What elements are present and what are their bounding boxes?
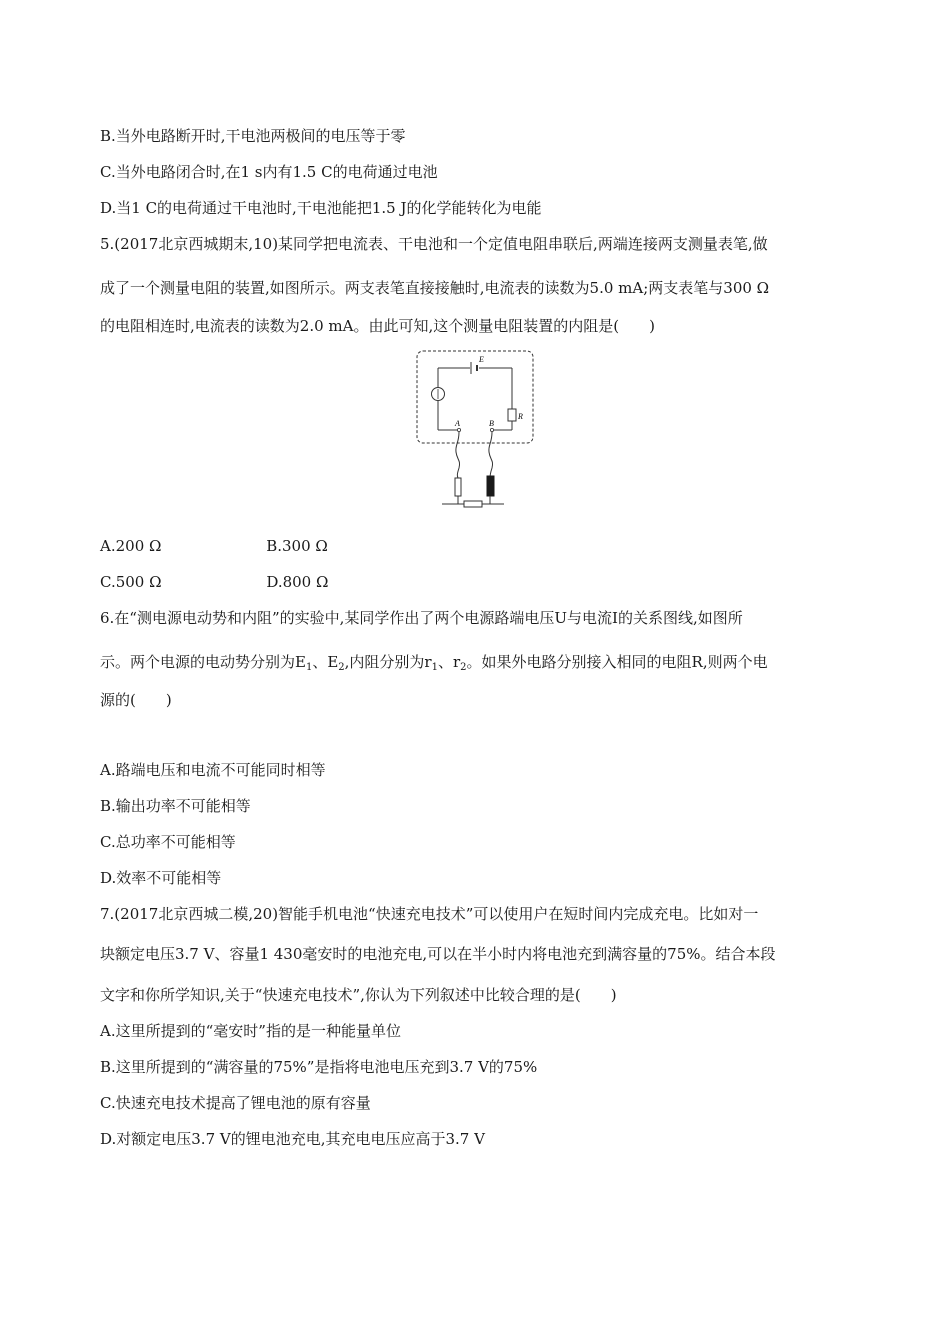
q5-option-b: B.300 Ω (266, 537, 328, 555)
terminal-b (490, 428, 493, 431)
label-a: A (455, 419, 460, 428)
q7-option-b: B.这里所提到的“满容量的75%”是指将电池电压充到3.7 V的75% (100, 1058, 538, 1076)
q4-option-b: B.当外电路断开时,干电池两极间的电压等于零 (100, 127, 406, 145)
q6-stem-line1: 6.在“测电源电动势和内阻”的实验中,某同学作出了两个电源路端电压U与电流I的关系图线,如图所 (100, 609, 743, 627)
q6-option-d: D.效率不可能相等 (100, 869, 222, 887)
q5-option-a: A.200 Ω (100, 537, 162, 555)
q6-stem-line3: 源的( ) (100, 691, 172, 709)
probe-b (487, 476, 494, 496)
external-resistor (464, 501, 482, 507)
q4-option-d: D.当1 C的电荷通过干电池时,干电池能把1.5 J的化学能转化为电能 (100, 199, 542, 217)
label-e: E (479, 355, 484, 364)
q7-option-d: D.对额定电压3.7 V的锂电池充电,其充电电压应高于3.7 V (100, 1130, 485, 1148)
q7-option-c: C.快速充电技术提高了锂电池的原有容量 (100, 1094, 371, 1112)
q5-option-d: D.800 Ω (266, 573, 329, 591)
q7-stem-line3: 文字和你所学知识,关于“快速充电技术”,你认为下列叙述中比较合理的是( ) (100, 986, 617, 1004)
q4-option-c: C.当外电路闭合时,在1 s内有1.5 C的电荷通过电池 (100, 163, 438, 181)
q6-option-b: B.输出功率不可能相等 (100, 797, 251, 815)
q7-stem-line1: 7.(2017北京西城二模,20)智能手机电池“快速充电技术”可以使用户在短时间内完成充电。比如对一 (100, 905, 759, 923)
q5-stem-line1: 5.(2017北京西城期末,10)某同学把电流表、干电池和一个定值电阻串联后,两端连接两支测量表笔,做 (100, 235, 768, 253)
q5-stem-line3: 的电阻相连时,电流表的读数为2.0 mA。由此可知,这个测量电阻装置的内阻是( ) (100, 317, 655, 335)
circuit-wires (438, 368, 512, 430)
q7-stem-line2: 块额定电压3.7 V、容量1 430毫安时的电池充电,可以在半小时内将电池充到满容量的75%。结合本段 (100, 945, 776, 963)
lead-a (456, 432, 460, 478)
q5-options-row2 (100, 572, 329, 592)
label-r: R (518, 412, 523, 421)
terminal-a (457, 428, 460, 431)
q6-option-a: A.路端电压和电流不可能同时相等 (100, 761, 326, 779)
lead-b (489, 432, 493, 478)
q6-stem-line2: 示。两个电源的电动势分别为$E_1$、$E_2$,内阻分别为$r_1$、$r_2$。如果外电路分别接入相同的电阻R,则两个电 (100, 653, 768, 673)
q5-option-c: C.500 Ω (100, 573, 162, 591)
circuit-figure (412, 348, 538, 510)
battery-symbol (471, 362, 477, 374)
probe-a (455, 478, 461, 496)
q7-option-a: A.这里所提到的“毫安时”指的是一种能量单位 (100, 1022, 401, 1040)
q5-stem-line2: 成了一个测量电阻的装置,如图所示。两支表笔直接接触时,电流表的读数为5.0 mA;两支表笔与300 Ω (100, 279, 770, 297)
label-b: B (489, 419, 494, 428)
q6-option-c: C.总功率不可能相等 (100, 833, 236, 851)
q5-options-row1 (100, 536, 328, 556)
resistor-symbol (508, 409, 516, 421)
